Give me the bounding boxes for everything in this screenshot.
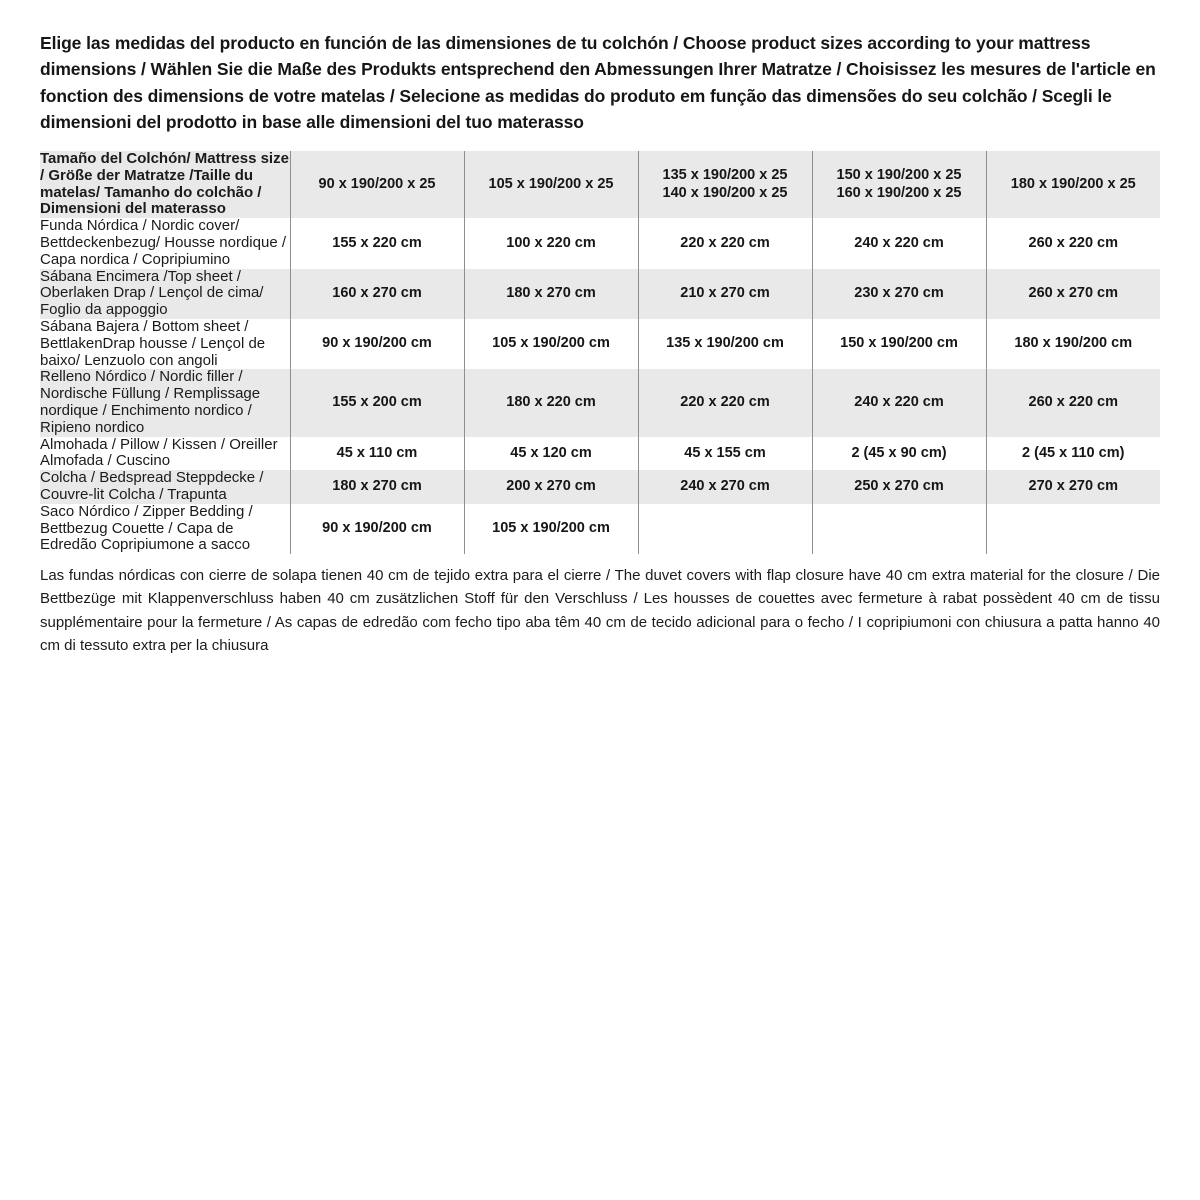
cell-value: 135 x 190/200 x 25 [662, 166, 788, 183]
table-cell [638, 470, 812, 504]
cell-value: 260 x 220 cm [1028, 234, 1118, 251]
cell-value: 105 x 190/200 cm [492, 335, 610, 352]
table-cell [812, 218, 986, 268]
table-cell [812, 269, 986, 319]
table-row [40, 218, 1160, 268]
cell-value: 150 x 190/200 cm [840, 335, 958, 352]
footnote-paragraph: Las fundas nórdicas con cierre de solapa tienen 40 cm de tejido extra para el cierre / The duvet covers with flap closure have 40 cm extra material for the closure / Die Bettbezüge mit Klappenverschluss haben 40 cm zusätzlichen Stoff für den Verschluss / Les housses de couettes avec fermeture à rabat possèdent 40 cm de tissu supplémentaire pour la fermeture / As capas de edredão com fecho tipo aba têm 40 cm de tecido adicional para o fecho / I copripiumoni con chiusura a patta hanno 40 cm di tessuto extra per la chiusura [40, 567, 1160, 654]
table-cell [290, 151, 464, 218]
table-cell [464, 319, 638, 369]
cell-value: 180 x 270 cm [506, 284, 596, 301]
table-cell [638, 151, 812, 218]
table-cell [290, 319, 464, 369]
cell-value: 220 x 220 cm [680, 394, 770, 411]
cell-value: 90 x 190/200 cm [322, 335, 432, 352]
cell-value: 155 x 200 cm [332, 394, 422, 411]
cell-value: 105 x 190/200 x 25 [488, 175, 614, 192]
table-row-label: Saco Nórdico / Zipper Bedding / Bettbezug Couette / Capa de Edredão Copripiumone a sacco [40, 504, 290, 554]
cell-value: 180 x 190/200 cm [1014, 335, 1133, 352]
table-cell [638, 504, 812, 554]
table-cell [986, 269, 1160, 319]
table-cell [986, 504, 1160, 554]
table-cell [464, 269, 638, 319]
table-cell [464, 218, 638, 268]
table-row-label: Sábana Encimera /Top sheet / Oberlaken Drap / Lençol de cima/ Foglio da appoggio [40, 269, 290, 319]
table-header-row [40, 151, 1160, 218]
cell-value: 180 x 190/200 x 25 [1010, 175, 1136, 192]
table-row-label: Funda Nórdica / Nordic cover/ Bettdeckenbezug/ Housse nordique / Capa nordica / Copripiumino [40, 218, 290, 268]
table-cell [464, 437, 638, 471]
table-row-label: Almohada / Pillow / Kissen / Oreiller Almofada / Cuscino [40, 437, 290, 471]
cell-value: 180 x 270 cm [332, 478, 422, 495]
table-row-label: Sábana Bajera / Bottom sheet / BettlakenDrap housse / Lençol de baixo/ Lenzuolo con angoli [40, 319, 290, 369]
cell-value: 180 x 220 cm [506, 394, 596, 411]
cell-value: 270 x 270 cm [1028, 478, 1118, 495]
table-cell [986, 470, 1160, 504]
table-row [40, 470, 1160, 504]
table-cell [986, 319, 1160, 369]
table-row-header-label: Tamaño del Colchón/ Mattress size / Größe der Matratze /Taille du matelas/ Tamanho do colchão / Dimensioni del materasso [40, 150, 289, 218]
table-cell [290, 369, 464, 436]
table-cell [812, 151, 986, 218]
table-cell [986, 437, 1160, 471]
table-cell [290, 218, 464, 268]
cell-value: 160 x 190/200 x 25 [836, 184, 962, 201]
table-row [40, 319, 1160, 369]
table-cell [290, 269, 464, 319]
mattress-size-table [40, 151, 1160, 554]
cell-value: 210 x 270 cm [680, 284, 770, 301]
cell-value: 100 x 220 cm [506, 234, 596, 251]
table-row [40, 437, 1160, 471]
cell-value: 200 x 270 cm [506, 478, 596, 495]
table-cell [986, 218, 1160, 268]
table-row-label: Colcha / Bedspread Steppdecke / Couvre-lit Colcha / Trapunta [40, 470, 290, 504]
table-cell [638, 218, 812, 268]
cell-value: 135 x 190/200 cm [666, 335, 784, 352]
table-row [40, 369, 1160, 436]
cell-value: 240 x 220 cm [854, 394, 944, 411]
table-row-label: Relleno Nórdico / Nordic filler / Nordische Füllung / Remplissage nordique / Enchimento nordico / Ripieno nordico [40, 369, 290, 436]
table-cell [812, 369, 986, 436]
table-cell [290, 504, 464, 554]
table-cell [986, 151, 1160, 218]
table-cell [290, 437, 464, 471]
intro-paragraph: Elige las medidas del producto en función de las dimensiones de tu colchón / Choose product sizes according to your mattress dimensions / Wählen Sie die Maße des Produkts entsprechend den Abmessungen Ihrer Matratze / Choisissez les mesures de l'article en fonction des dimensions de votre matelas / Selecione as medidas do produto em função das dimensões do seu colchão / Scegli le dimensioni del prodotto in base alle dimensioni del tuo materasso [40, 33, 1156, 132]
table-cell [986, 369, 1160, 436]
cell-value: 140 x 190/200 x 25 [662, 184, 788, 201]
cell-value: 45 x 110 cm [336, 444, 418, 461]
table-cell [290, 470, 464, 504]
table-cell [464, 504, 638, 554]
cell-value: 230 x 270 cm [854, 284, 944, 301]
table-cell [464, 470, 638, 504]
table-cell [812, 319, 986, 369]
table-cell [812, 437, 986, 471]
cell-value: 105 x 190/200 cm [492, 520, 610, 537]
cell-value: 2 (45 x 90 cm) [851, 444, 947, 461]
cell-value: 240 x 270 cm [680, 478, 770, 495]
cell-value: 220 x 220 cm [680, 234, 770, 251]
cell-value: 45 x 120 cm [510, 444, 592, 461]
cell-value: 260 x 220 cm [1028, 394, 1118, 411]
table-cell [812, 470, 986, 504]
cell-value: 150 x 190/200 x 25 [836, 166, 962, 183]
table-cell [464, 369, 638, 436]
cell-value: 90 x 190/200 x 25 [318, 175, 436, 192]
table-cell [638, 437, 812, 471]
table-row [40, 504, 1160, 554]
cell-value: 240 x 220 cm [854, 234, 944, 251]
cell-value: 160 x 270 cm [332, 284, 422, 301]
table-cell [812, 504, 986, 554]
cell-value: 260 x 270 cm [1028, 284, 1118, 301]
cell-value: 90 x 190/200 cm [322, 520, 432, 537]
cell-value: 155 x 220 cm [332, 234, 422, 251]
cell-value: 45 x 155 cm [684, 444, 766, 461]
table-cell [638, 319, 812, 369]
table-cell [638, 269, 812, 319]
table-row [40, 269, 1160, 319]
table-cell [638, 369, 812, 436]
cell-value: 2 (45 x 110 cm) [1022, 444, 1125, 461]
table-cell [464, 151, 638, 218]
cell-value: 250 x 270 cm [854, 478, 944, 495]
